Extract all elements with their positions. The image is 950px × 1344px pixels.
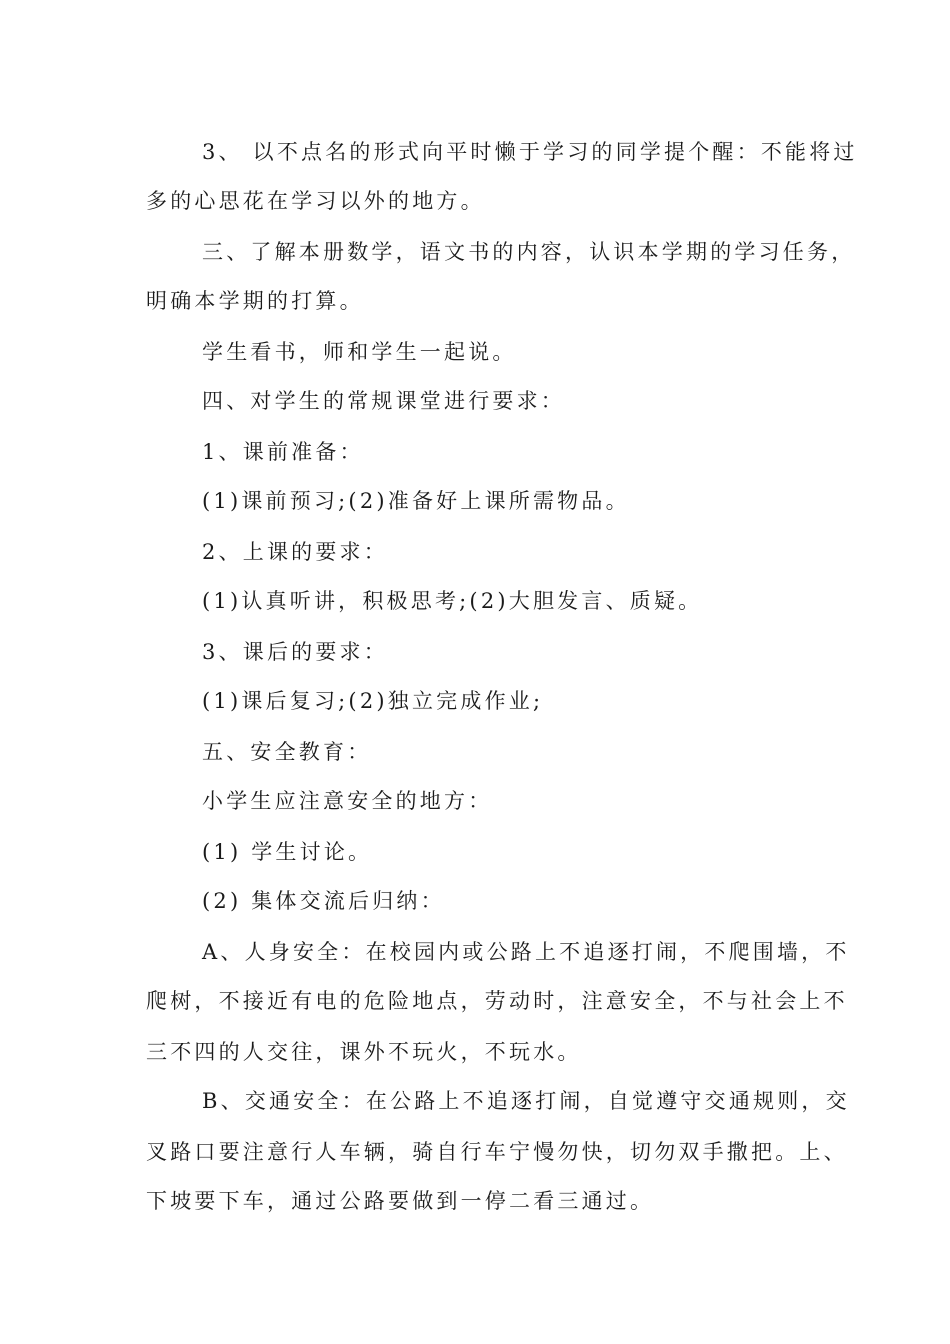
paragraph-line: 三不四的人交往，课外不玩火，不玩水。 — [146, 1040, 582, 1064]
paragraph-line: 学生看书，师和学生一起说。 — [202, 340, 517, 364]
paragraph-line: 叉路口要注意行人车辆，骑自行车宁慢勿快，切勿双手撒把。上、 — [146, 1140, 848, 1164]
list-item: (1)认真听讲，积极思考;(2)大胆发言、质疑。 — [202, 589, 703, 613]
paragraph-line: A、人身安全：在校园内或公路上不追逐打闹，不爬围墙，不 — [202, 940, 850, 964]
list-item: (1)课后复习;(2)独立完成作业; — [202, 689, 544, 713]
paragraph-line: 明确本学期的打算。 — [146, 289, 364, 313]
list-item: (1)课前预习;(2)准备好上课所需物品。 — [202, 489, 630, 513]
paragraph-line: 3、 以不点名的形式向平时懒于学习的同学提个醒：不能将过 — [202, 140, 858, 164]
list-item: (1) 学生讨论。 — [202, 840, 373, 864]
subheading: 1、课前准备： — [202, 440, 364, 464]
subheading: 3、课后的要求： — [202, 640, 388, 664]
subheading: 2、上课的要求： — [202, 540, 388, 564]
paragraph-line: 爬树，不接近有电的危险地点，劳动时，注意安全，不与社会上不 — [146, 989, 848, 1013]
paragraph-line: 多的心思花在学习以外的地方。 — [146, 189, 485, 213]
section-heading: 五、安全教育： — [202, 740, 372, 764]
section-heading: 三、了解本册数学，语文书的内容，认识本学期的学习任务， — [202, 240, 856, 264]
section-heading: 四、对学生的常规课堂进行要求： — [202, 389, 565, 413]
paragraph-line: B、交通安全：在公路上不追逐打闹，自觉遵守交通规则，交 — [202, 1089, 850, 1113]
paragraph-line: 小学生应注意安全的地方： — [202, 789, 493, 813]
list-item: (2) 集体交流后归纳： — [202, 889, 445, 913]
paragraph-line: 下坡要下车，通过公路要做到一停二看三通过。 — [146, 1189, 655, 1213]
